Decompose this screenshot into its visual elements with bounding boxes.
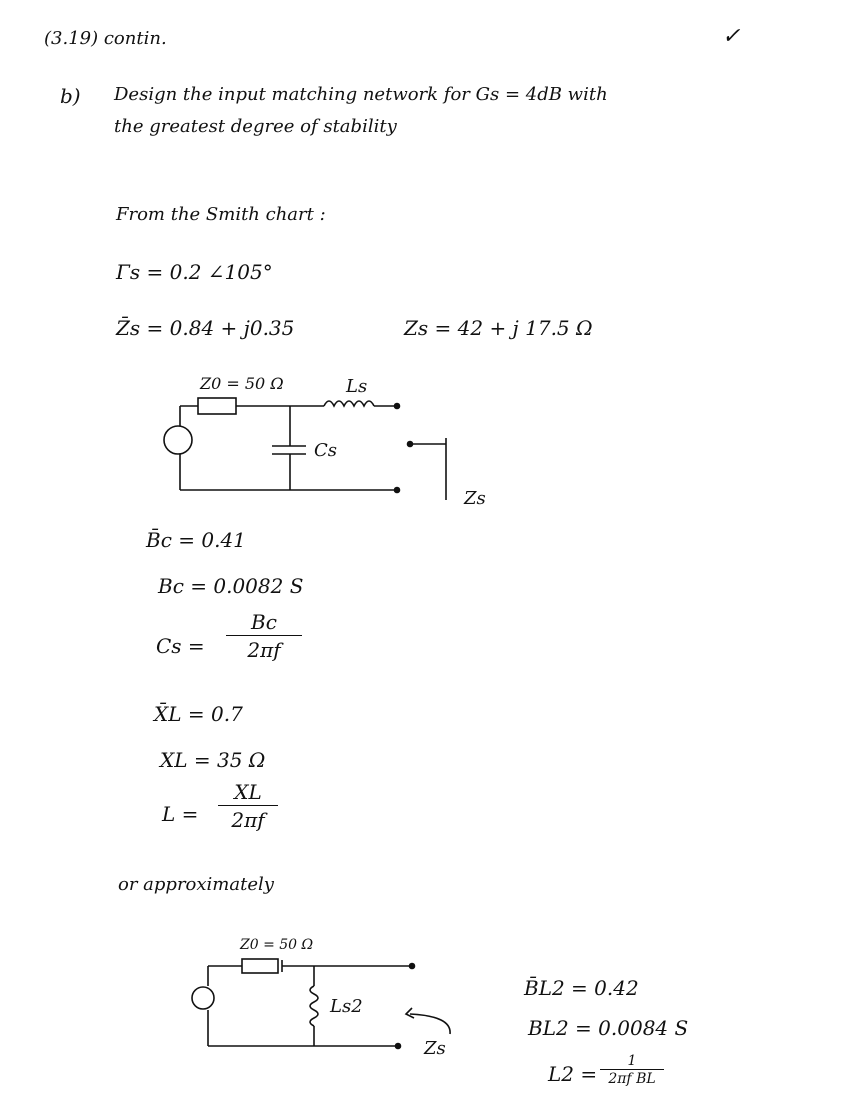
zs-value: Zs = 42 + j 17.5 Ω	[404, 316, 593, 340]
cs-denominator: 2πf	[247, 638, 281, 662]
xl-normalized: X̄L = 0.7	[154, 702, 243, 726]
gamma-s-value: Γs = 0.2 ∠105°	[116, 260, 273, 284]
l2-equation-lhs: L2 =	[548, 1062, 598, 1086]
cs-numerator: Bc	[226, 612, 302, 636]
ls2-label: Ls2	[330, 996, 363, 1017]
cs-equation-lhs: Cs =	[156, 634, 205, 658]
z0-label-2: Z0 = 50 Ω	[240, 937, 314, 953]
zs-normalized: Z̄s = 0.84 + j0.35	[116, 316, 295, 340]
part-marker: b)	[60, 84, 81, 108]
cs-label: Cs	[314, 440, 338, 461]
z0-label: Z0 = 50 Ω	[200, 374, 284, 393]
l-denominator: 2πf	[231, 808, 265, 832]
l2-numerator: 1	[600, 1054, 664, 1070]
l-equation-lhs: L =	[162, 802, 199, 826]
zs-port-label-2: Zs	[424, 1038, 446, 1059]
problem-statement-line-2: the greatest degree of stability	[114, 116, 397, 137]
from-smith-chart-label: From the Smith chart :	[116, 204, 326, 225]
ls-label: Ls	[346, 376, 368, 397]
problem-statement-line-1: Design the input matching network for Gs = 4dB with	[114, 84, 608, 105]
l2-denominator: 2πf BL	[608, 1071, 656, 1087]
bl2-value: BL2 = 0.0084 S	[528, 1016, 689, 1040]
bl2-normalized: B̄L2 = 0.42	[524, 976, 639, 1000]
problem-number: (3.19) contin.	[44, 28, 167, 49]
or-approximately-label: or approximately	[118, 874, 274, 895]
zs-port-label: Zs	[464, 488, 486, 509]
xl-value: XL = 35 Ω	[160, 748, 266, 772]
bc-value: Bc = 0.0082 S	[158, 574, 304, 598]
bc-normalized: B̄c = 0.41	[146, 528, 246, 552]
l2-fraction	[600, 1054, 664, 1086]
check-mark-icon: ✓	[722, 24, 741, 49]
l-numerator: XL	[218, 782, 278, 806]
